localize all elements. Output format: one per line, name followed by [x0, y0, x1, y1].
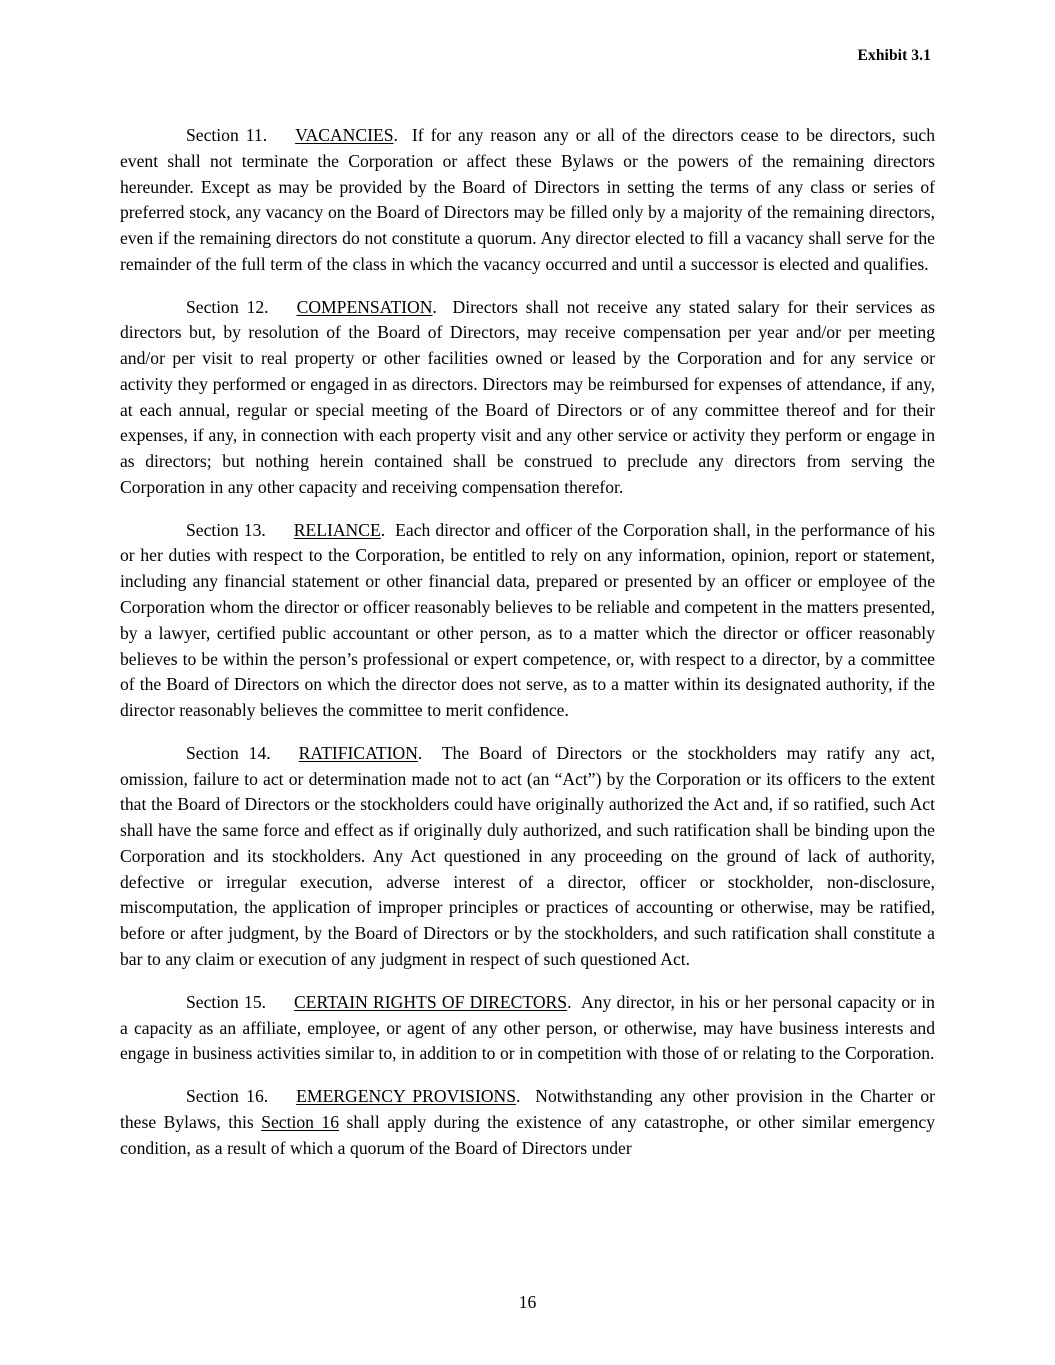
section-label-11: Section 11.	[186, 125, 268, 145]
section-heading-16: EMERGENCY PROVISIONS	[296, 1086, 517, 1107]
page-number: 16	[518, 1292, 537, 1312]
section-punct-11: .	[393, 125, 398, 145]
section-text-11: If for any reason any or all of the directors cease to be directors, such event shall not terminate the Corporation or affect these Bylaws or the powers of the remaining directors hereunder. Except as may be provided by the Board of Directors in setting the terms of any class or series of preferred stock, any vacancy on the Board of Directors may be filled only by a majority of the remaining directors, even if the remaining directors do not constitute a quorum. Any director elected to fill a vacancy shall serve for the remainder of the full term of the class in which the vacancy occurred and until a successor is elected and qualifies.	[120, 125, 935, 274]
section-punct-12: .	[432, 296, 437, 317]
section-heading-15: CERTAIN RIGHTS OF DIRECTORS	[294, 991, 568, 1012]
section-punct-15: .	[567, 991, 572, 1012]
section-heading-14: RATIFICATION	[298, 742, 418, 763]
section-paragraph-13	[120, 518, 935, 724]
section-label-15: Section 15.	[186, 991, 267, 1012]
section-paragraph-14	[120, 741, 935, 973]
section-paragraph-15	[120, 990, 935, 1067]
section-paragraph-16	[120, 1084, 935, 1161]
section-label-14: Section 14.	[186, 742, 271, 763]
section-text-16-after: shall apply during the existence of any catastrophe, or other similar emergency condition, as a result of which a quorum of the Board of Directors under	[120, 1111, 936, 1158]
section-heading-12: COMPENSATION	[296, 296, 433, 317]
section-punct-16: .	[516, 1086, 521, 1107]
section-paragraph-12	[120, 295, 935, 501]
section-16-inline-reference: Section 16	[261, 1111, 340, 1132]
section-text-16-before: Notwithstanding any other provision in the Charter or these Bylaws, this	[120, 1086, 935, 1132]
section-punct-13: .	[380, 519, 386, 540]
section-punct-14: .	[417, 742, 423, 763]
section-text-15: Any director, in his or her personal capacity or in a capacity as an affiliate, employee, or agent of any other person, or otherwise, may have business interests and engage in business activities similar to, in addition to or in competition with those of or relating to the Corporation.	[120, 991, 935, 1064]
document-body	[120, 123, 935, 1161]
section-label-16: Section 16.	[186, 1086, 269, 1107]
section-heading-13: RELIANCE	[293, 519, 381, 540]
exhibit-header: Exhibit 3.1	[857, 47, 931, 64]
section-label-13: Section 13.	[186, 519, 266, 540]
section-label-12: Section 12.	[186, 296, 269, 317]
section-paragraph-11	[120, 123, 935, 278]
section-text-13: Each director and officer of the Corporation shall, in the performance of his or her duties with respect to the Corporation, be entitled to rely on any information, opinion, report or statement, including any financial statement or other financial data, prepared or presented by an officer or employee of the Corporation whom the director or officer reasonably believes to be reliable and competent in the matters presented, by a lawyer, certified public accountant or other person, as to a matter which the director or officer reasonably believes to be within the person’s professional or expert competence, or, with respect to a director, by a committee of the Board of Directors on which the director does not serve, as to a matter within its designated authority, if the director reasonably believes the committee to merit confidence.	[120, 519, 935, 721]
section-heading-11: VACANCIES	[295, 125, 394, 145]
section-text-14: The Board of Directors or the stockholders may ratify any act, omission, failure to act or determination made not to act (an “Act”) by the Corporation or its officers to the extent that the Board of Directors or the stockholders could have originally authorized the Act and, if so ratified, such Act shall have the same force and effect as if originally duly authorized, and such ratification shall be binding upon the Corporation and its stockholders. Any Act questioned in any proceeding on the ground of lack of authority, defective or irregular execution, adverse interest of a director, officer or stockholder, non-disclosure, miscomputation, the application of improper principles or practices of accounting or otherwise, may be ratified, before or after judgment, by the Board of Directors or by the stockholders, and such ratification shall constitute a bar to any claim or execution of any judgment in respect of such questioned Act.	[120, 742, 935, 969]
section-text-12: Directors shall not receive any stated salary for their services as directors but, by resolution of the Board of Directors, may receive compensation per year and/or per meeting and/or per visit to real property or other facilities owned or leased by the Corporation and for any service or activity they performed or engaged in as directors. Directors may be reimbursed for expenses of attendance, if any, at each annual, regular or special meeting of the Board of Directors or of any committee thereof and for their expenses, if any, in connection with each property visit and any other service or activity they perform or engage in as directors; but nothing herein contained shall be construed to preclude any directors from serving the Corporation in any other capacity and receiving compensation therefor.	[120, 296, 935, 497]
